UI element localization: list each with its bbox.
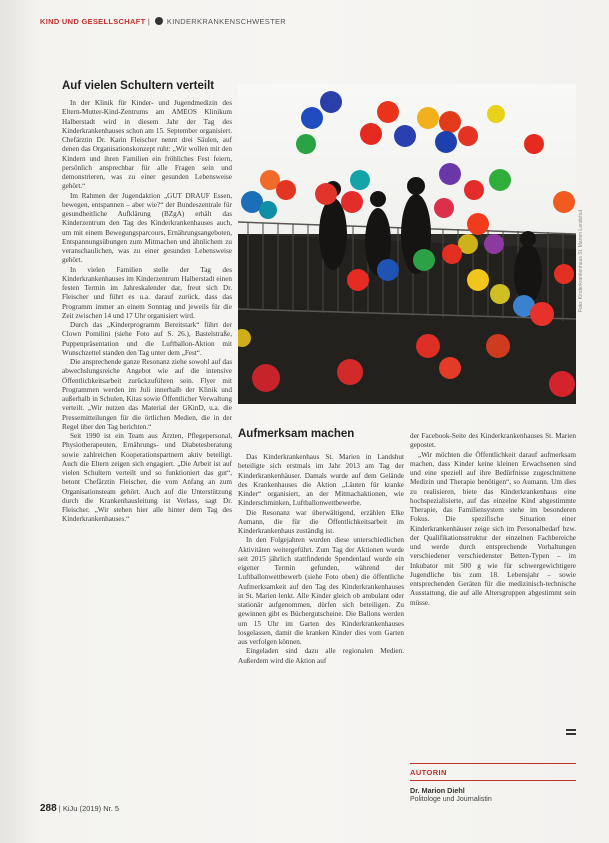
author-box-rule [410, 780, 576, 781]
paragraph: Durch das „Kinderprogramm Bereitstark“ führt der Clown Pomilini (siehe Foto auf S. 26.), Bastelstraße, Puppenpräsentation und die Luftballon-Aktion mit Wunschzettel standen den Tag unter dem „Fest“. [62, 321, 232, 357]
paragraph: Eingeladen sind dazu alle regionalen Medien. Außerdem wird die Aktion auf [238, 647, 404, 665]
paragraph: In vielen Familien stelle der Tag des Kinderkrankenhauses im Kinderzentrum Halberstadt einen festen Termin im Jahreskalender dar, freut sich Dr. Fleischer und führt es u.a. darauf zurück, dass das Programm immer an einem Sonntag und jeweils für die Zeit zwischen 14 und 17 Uhr organisiert wird. [62, 265, 232, 320]
page-header: KIND UND GESELLSCHAFT | KINDERKRANKENSCHWESTER [40, 17, 287, 26]
issue-info: | KiJu (2019) Nr. 5 [58, 804, 120, 813]
article-title-1: Auf vielen Schultern verteilt [62, 80, 215, 92]
author-name: Dr. Marion Diehl [410, 786, 465, 795]
paragraph: In den Folgejahren wurden diese unterschiedlichen Aktivitäten weitergeführt. Zum Tag der Aktionen wurde seit 2015 jährlich stattfindende Spendenlauf wurde ein eigener Termin gefunden, während der Luftballonwettbewerb (siehe Foto oben) die öffentliche Aufmerksamkeit auf den Tag des Kinderkrankenhauses in St. Marien lenkt. Alle Kinder gleich ob ambulant oder stationär aufgenommen, dürfen sich beteiligen. Zu gewinnen gibt es Büchergutscheine. Die Ballons werden um 15 Uhr im Garten des Kinderkrankenhauses losgelassen, damit die kranken Kinder dies vom Garten aus verfolgen können. [238, 536, 404, 646]
paragraph: Seit 1990 ist ein Team aus Ärzten, Pflegepersonal, Physiotherapeuten, Ernährungs- und Diabetesberatung sowie zahlreichen Kooperationspartnern aktiv beteiligt. Auch die Eltern zeigen sich engagiert. „Die Arbeit ist auf vielen Schultern verteilt und so funktioniert das gut“, betont Chefärztin Fleischer, die vom Anfang an zum Organisationsteam gehört. Auch auf die Unterstützung durch die Krankenhausleitung ist Verlass, sagt Dr. Fleischer. „Wir stehen hier alle hinter dem Tag des Kinderkrankenhauses.“ [62, 432, 232, 524]
gkind-logo-icon [155, 17, 163, 25]
paragraph: In der Klinik für Kinder- und Jugendmedizin des Eltern-Mutter-Kind-Zentrums am AMEOS Klinikum Halberstadt wird in diesem Jahr der Tag des Kinderkrankenhauses schon am 15. September organisiert. Chefärztin Dr. Karin Fleischer nennt drei Säulen, auf denen das Organisationskonzept ruht: „Wir wollen mit den Kindern und ihren Familien ein fröhliches Fest feiern, persönlich ansprechbar für alle Fragen sein und demonstrieren, was zu einer gesunden Lebensweise gehört.“ [62, 99, 232, 191]
paragraph: Das Kinderkrankenhaus St. Marien in Landshut beteiligte sich erstmals im Jahr 2013 am Tag der Kinderkrankenhäuser. Damals wurde auf dem Gelände des Krankenhauses die Aktion „Läuten für kranke Kinder“ organisiert, an der Mitmachaktionen, wie Kinderschminken, Luftballonwettbewerbe. [238, 453, 404, 508]
section-name: KINDERKRANKENSCHWESTER [166, 17, 287, 26]
page-footer [40, 803, 119, 814]
equals-end-icon [566, 728, 576, 736]
article-column-3 [410, 432, 576, 752]
balloon-release-photo [238, 84, 576, 404]
page-number: 288 [40, 803, 57, 814]
paragraph: Im Rahmen der Jugendaktion „GUT DRAUF Essen, bewegen, entspannen – aber wie?“ der Bundeszentrale für gesundheitliche Aufklärung (BZgA) erhält das Kinderzentrum den Tag des Kinderkrankenhauses auch, um mit einem Bewegungsparcours, Ernährungsangeboten, Entspannungsübungen zum Mitmachen und ähnlichem zu veranschaulichen, was zu einer gesunden Lebensweise gehört. [62, 191, 232, 265]
paragraph: Die Resonanz war überwältigend, erzählen Elke Aumann, die für die Öffentlichkeitsarbeit im Kinderkrankenhaus zuständig ist. [238, 508, 404, 535]
section-kicker: KIND UND GESELLSCHAFT [40, 17, 146, 26]
balloon-photo-illustration [238, 84, 576, 404]
article-column-2 [238, 453, 404, 803]
author-heading: AUTORIN [410, 768, 447, 777]
photo-credit: Foto: Kinderkrankenhaus St. Marien Landshut [578, 210, 584, 313]
author-box-rule [410, 763, 576, 764]
paragraph: „Wir möchten die Öffentlichkeit darauf aufmerksam machen, dass Kinder keine kleinen Erwachsenen sind und eine speziell auf ihre Bedürfnisse zugeschnittene Medizin und Therapie benötigen“, so Aumann. Um dies zu realisieren, biete das Kinderkrankenhaus eine hochspezialisierte, auf das einzelne Kind abgestimmte Therapie, das Familiensystem stehe im besonderen Fokus. Die spezifische Situation einer Kinderkrankenhäuser zeige sich im Personalbedarf bzw. der Qualifikationsstruktur der einzelnen Fachbereiche und werde durch entsprechende Vorhaltungen verschiedener verschiedenster Betten-Typen – im Inkubator mit 500 g wie für schwergewichtigere Jugendliche bis zum 18. Lebensjahr – sowie entsprechenden Geräten für die medizinisch-technische Ausstattung, die auf alle Altersgruppen abgestimmt sein müsse. [410, 450, 576, 607]
paragraph: der Facebook-Seite des Kinderkrankenhauses St. Marien gepostet. [410, 432, 576, 450]
article-title-2: Aufmerksam machen [238, 428, 355, 440]
article-column-1 [62, 99, 232, 799]
author-role: Politologe und Journalistin [410, 796, 492, 803]
paragraph: Die ansprechende ganze Resonanz ziehe sowohl auf das abwechslungsreiche Angebot wie auf die intensive Öffentlichkeitsarbeit zurückzuführen sein. Flyer mit Programmen werden im Juli innerhalb der Klinik und außerhalb in Schulen, Kitas sowie Öffentlicher Verwaltung verteilt. „Wir nutzen das Material der GKinD, u.a. die Pressemitteilungen für die örtlichen Medien, die in der Regel über den Tag berichten.“ [62, 358, 232, 431]
